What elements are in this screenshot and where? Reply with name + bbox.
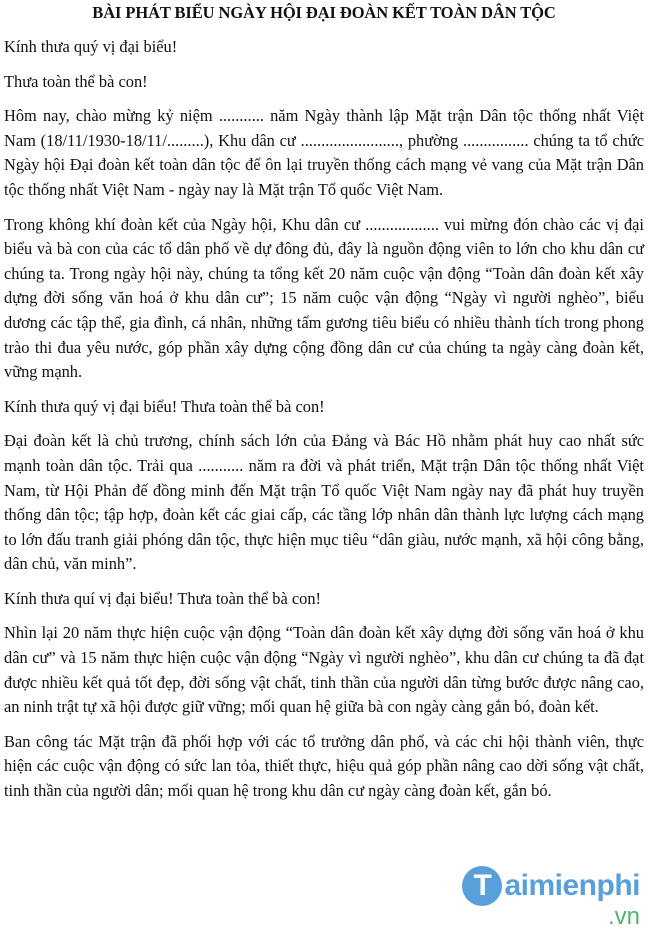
paragraph-anniversary: Hôm nay, chào mừng kỷ niệm ........... năm Ngày thành lập Mặt trận Dân tộc thống nhất Việt Nam (18/11/1930-18/11/.........), Khu dân cư ........................, phường ................ chúng ta tổ chức Ngày hội Đại đoàn kết toàn dân tộc để ôn lại truyền thống cách mạng vẻ vang của Mặt trận Dân tộc thống nhất Việt Nam - ngày nay là Mặt trận Tổ quốc Việt Nam. — [4, 106, 644, 199]
greeting-repeat-1: Kính thưa quý vị đại biểu! Thưa toàn thể bà con! — [4, 396, 325, 416]
paragraph-looking-back: Nhìn lại 20 năm thực hiện cuộc vận động “Toàn dân đoàn kết xây dựng đời sống văn hoá ở khu dân cư” và 15 năm thực hiện cuộc vận động “Ngày vì người nghèo”, khu dân cư chúng ta đã đạt được nhiều kết quả tốt đẹp, đời sống vật chất, tinh thần của người dân từng bước được nâng cao, an ninh trật tự xã hội được giữ vững; mối quan hệ giữa bà con ngày càng gắn bó, đoàn kết. — [4, 623, 644, 717]
watermark-tld: .vn — [607, 903, 640, 930]
paragraph-festival-atmosphere: Trong không khí đoàn kết của Ngày hội, Khu dân cư .................. vui mừng đón chào các vị đại biểu và bà con của các tổ dân phố về dự đông đủ, đây là nguồn động viên to lớn cho khu dân cư chúng ta. Trong ngày hội này, chúng ta tổng kết 20 năm cuộc vận động “Toàn dân đoàn kết xây dựng đời sống văn hoá ở khu dân cư”; 15 năm cuộc vận động “Ngày vì người nghèo”, biểu dương các tập thể, gia đình, cá nhân, những tấm gương tiêu biểu có nhiều thành tích trong phong trào thi đua yêu nước, góp phần xây dựng cộng đồng dân cư của chúng ta ngày càng đoàn kết, vững mạnh. — [4, 214, 644, 382]
watermark-text: aimienphi — [504, 869, 640, 902]
greeting-delegates: Kính thưa quý vị đại biểu! — [4, 37, 178, 56]
paragraph-great-unity: Đại đoàn kết là chủ trương, chính sách lớn của Đảng và Bác Hồ nhằm phát huy cao nhất sức mạnh toàn dân tộc. Trải qua ........... năm ra đời và phát triển, Mặt trận Dân tộc thống nhất Việt Nam, từ Hội Phản đế đồng minh đến Mặt trận Tổ quốc Việt Nam ngày nay đã phát huy truyền thống dân tộc; tập hợp, đoàn kết các giai cấp, các tầng lớp nhân dân thành lực lượng cách mạng to lớn đấu tranh giải phóng dân tộc, thực hiện mục tiêu “dân giàu, nước mạnh, xã hội công bằng, dân chủ, văn minh”. — [4, 431, 644, 574]
watermark-logo — [462, 866, 640, 928]
paragraph-front-committee: Ban công tác Mặt trận đã phối hợp với các tổ trưởng dân phố, và các chi hội thành viên, thực hiện các cuộc vận động có sức lan tỏa, thiết thực, hiệu quả góp phần nâng cao dời sống vật chất, tinh thần của người dân; mối quan hệ trong khu dân cư ngày càng đoàn kết, gắn bó. — [4, 731, 644, 801]
brand-logo-icon: T — [462, 866, 502, 906]
document-title: BÀI PHÁT BIỂU NGÀY HỘI ĐẠI ĐOÀN KẾT TOÀN DÂN TỘC — [92, 3, 556, 22]
greeting-people: Thưa toàn thể bà con! — [4, 71, 148, 91]
greeting-repeat-2: Kính thưa quí vị đại biểu! Thưa toàn thể bà con! — [4, 588, 321, 608]
watermark-brand — [462, 866, 640, 906]
